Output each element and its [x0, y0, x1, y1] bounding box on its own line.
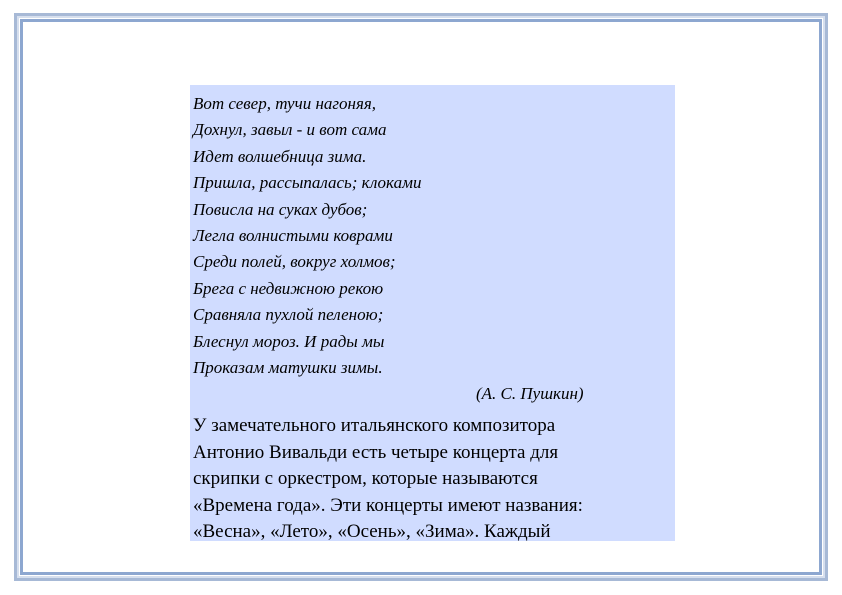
- prose-paragraph: [193, 413, 675, 545]
- poem-line: Проказам матушки зимы.: [193, 358, 383, 378]
- prose-line: «Весна», «Лето», «Осень», «Зима». Каждый: [193, 521, 551, 543]
- poem-attribution: (А. С. Пушкин): [476, 384, 584, 404]
- text-block: [190, 85, 675, 541]
- poem-line: Сравняла пухлой пеленою;: [193, 305, 384, 325]
- prose-line: Антонио Вивальди есть четыре концерта для: [193, 441, 559, 463]
- poem-line: Легла волнистыми коврами: [193, 226, 393, 246]
- prose-line: «Времена года». Эти концерты имеют названия:: [193, 494, 583, 516]
- poem-line: Пришла, рассыпалась; клоками: [193, 173, 422, 193]
- poem-line: Блеснул мороз. И рады мы: [193, 331, 385, 351]
- prose-line: У замечательного итальянского композитора: [193, 415, 556, 437]
- poem-line: Брега с недвижною рекою: [193, 278, 384, 298]
- poem-line: Дохнул, завыл - и вот сама: [193, 120, 387, 140]
- poem-line: Идет волшебница зима.: [193, 146, 367, 166]
- poem-line: Среди полей, вокруг холмов;: [193, 252, 396, 272]
- prose-line: скрипки с оркестром, которые называются: [193, 468, 538, 490]
- poem-line: Вот север, тучи нагоняя,: [193, 94, 377, 113]
- poem-line: Повисла на суках дубов;: [193, 199, 368, 219]
- poem: [193, 91, 675, 381]
